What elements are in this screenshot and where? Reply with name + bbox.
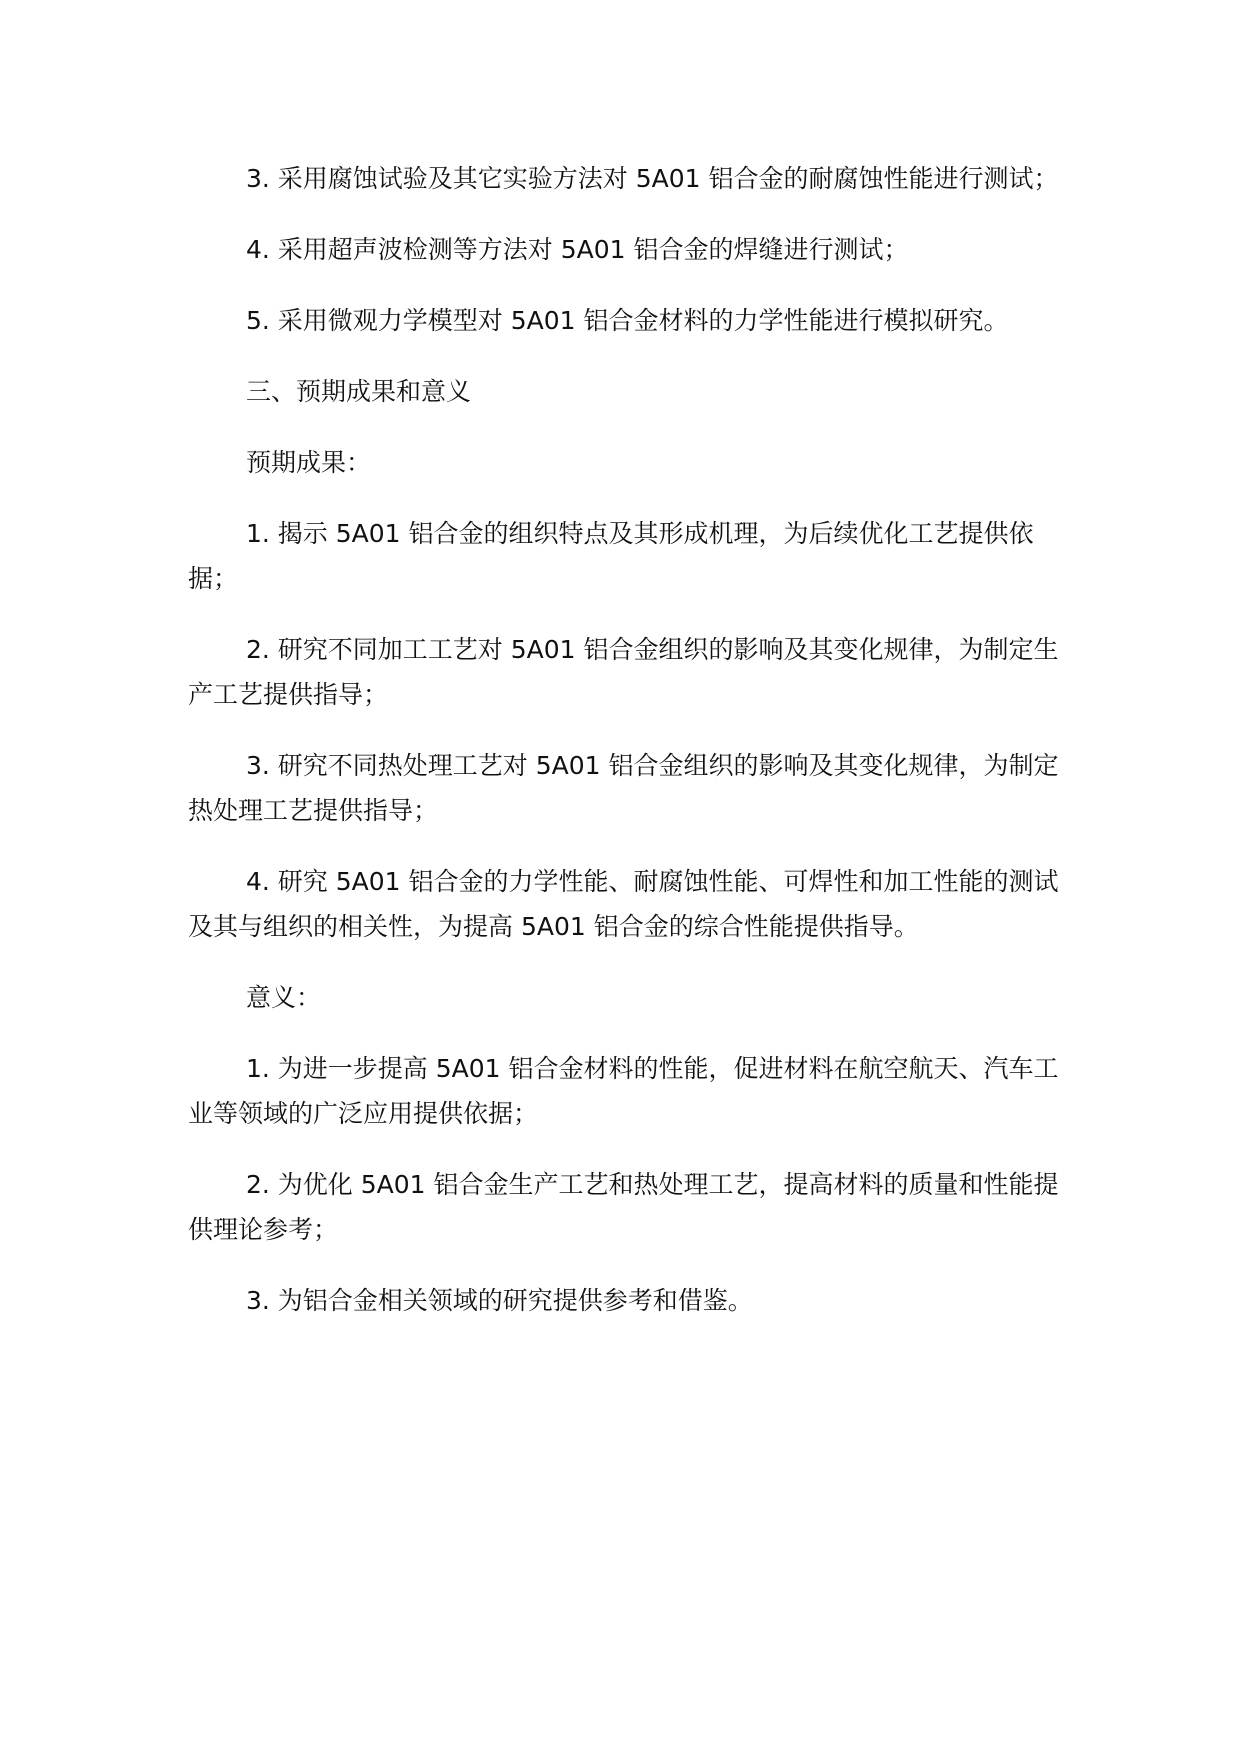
paragraph-result-3: 3. 研究不同热处理工艺对 5A01 铝合金组织的影响及其变化规律，为制定热处理工艺提供指导；: [188, 751, 1059, 825]
paragraph-method-4: 4. 采用超声波检测等方法对 5A01 铝合金的焊缝进行测试；: [246, 235, 909, 264]
paragraph-significance-1: 1. 为进一步提高 5A01 铝合金材料的性能，促进材料在航空航天、汽车工业等领域的广泛应用提供依据；: [188, 1054, 1059, 1128]
subheading-expected-results: 预期成果：: [246, 448, 372, 477]
paragraph-result-1: 1. 揭示 5A01 铝合金的组织特点及其形成机理，为后续优化工艺提供依据；: [188, 519, 1034, 593]
document-body: [188, 156, 1068, 1349]
section-heading: 三、预期成果和意义: [246, 377, 472, 406]
paragraph-significance-3: 3. 为铝合金相关领域的研究提供参考和借鉴。: [246, 1286, 753, 1315]
paragraph-result-4: 4. 研究 5A01 铝合金的力学性能、耐腐蚀性能、可焊性和加工性能的测试及其与组织的相关性，为提高 5A01 铝合金的综合性能提供指导。: [188, 867, 1059, 941]
paragraph-method-5: 5. 采用微观力学模型对 5A01 铝合金材料的力学性能进行模拟研究。: [246, 306, 1009, 335]
paragraph-method-3: 3. 采用腐蚀试验及其它实验方法对 5A01 铝合金的耐腐蚀性能进行测试；: [246, 164, 1059, 193]
paragraph-significance-2: 2. 为优化 5A01 铝合金生产工艺和热处理工艺，提高材料的质量和性能提供理论参考；: [188, 1170, 1059, 1244]
subheading-significance: 意义：: [246, 983, 322, 1012]
paragraph-result-2: 2. 研究不同加工工艺对 5A01 铝合金组织的影响及其变化规律，为制定生产工艺提供指导；: [188, 635, 1059, 709]
